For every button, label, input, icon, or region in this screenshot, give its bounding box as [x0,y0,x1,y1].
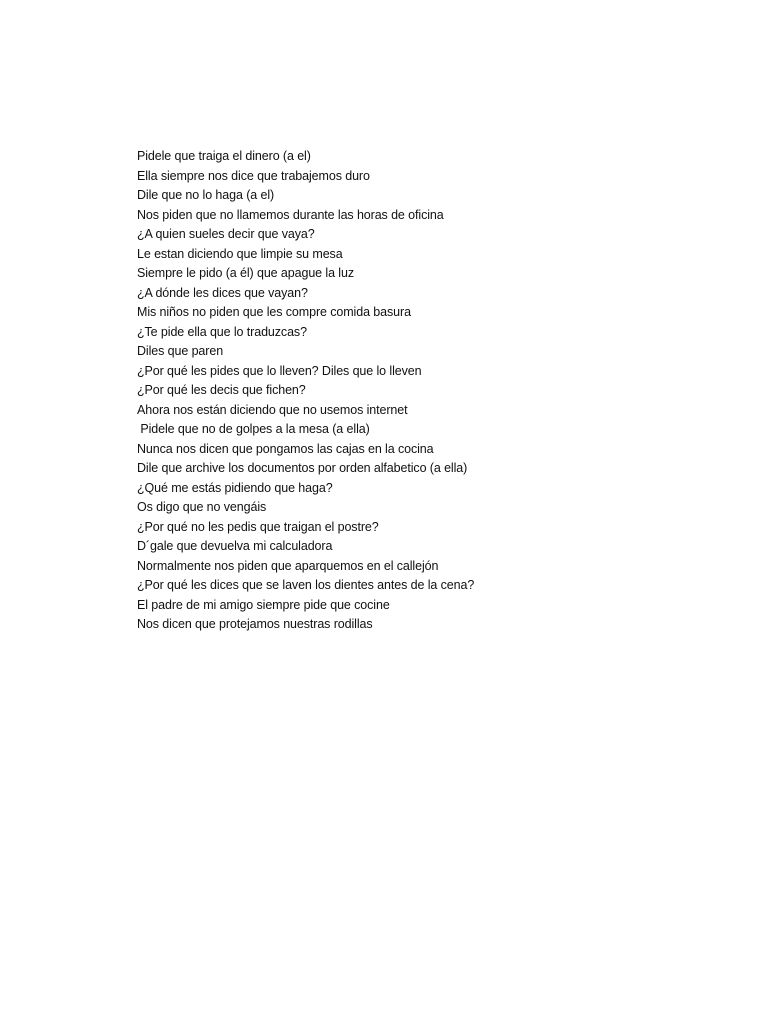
sentence-line: Dile que no lo haga (a el) [137,188,275,202]
sentence-line: Le estan diciendo que limpie su mesa [137,246,343,261]
sentence-line: ¿Por qué no les pedis que traigan el postre? [137,519,379,534]
sentence-line: Nunca nos dicen que pongamos las cajas en la cocina [137,441,434,456]
sentence-line: ¿Por qué les pides que lo lleven? Diles que lo lleven [137,363,422,378]
sentence-line: Normalmente nos piden que aparquemos en el callejón [137,558,439,573]
sentence-line: ¿Por qué les decis que fichen? [137,383,306,397]
sentence-line: Nos piden que no llamemos durante las horas de oficina [137,207,444,222]
sentence-line: Pidele que no de golpes a la mesa (a ella) [137,422,370,436]
sentence-line: Nos dicen que protejamos nuestras rodillas [137,617,373,631]
sentence-line: Mis niños no piden que les compre comida basura [137,305,411,319]
sentence-list [137,147,474,635]
sentence-line: ¿Qué me estás pidiendo que haga? [137,480,333,495]
sentence-line: D´gale que devuelva mi calculadora [137,539,333,553]
sentence-line: ¿Por qué les dices que se laven los dientes antes de la cena? [137,578,475,592]
sentence-line: Pidele que traiga el dinero (a el) [137,149,311,163]
sentence-line: Ella siempre nos dice que trabajemos duro [137,168,370,183]
sentence-line: Diles que paren [137,344,224,358]
sentence-line: Os digo que no vengáis [137,500,267,514]
sentence-line: Ahora nos están diciendo que no usemos internet [137,402,408,417]
sentence-line: ¿Te pide ella que lo traduzcas? [137,324,307,339]
sentence-line: ¿A quien sueles decir que vaya? [137,227,315,241]
sentence-line: ¿A dónde les dices que vayan? [137,285,308,300]
sentence-line: El padre de mi amigo siempre pide que cocine [137,597,390,612]
sentence-line: Dile que archive los documentos por orden alfabetico (a ella) [137,461,468,475]
sentence-line: Siempre le pido (a él) que apague la luz [137,266,354,280]
